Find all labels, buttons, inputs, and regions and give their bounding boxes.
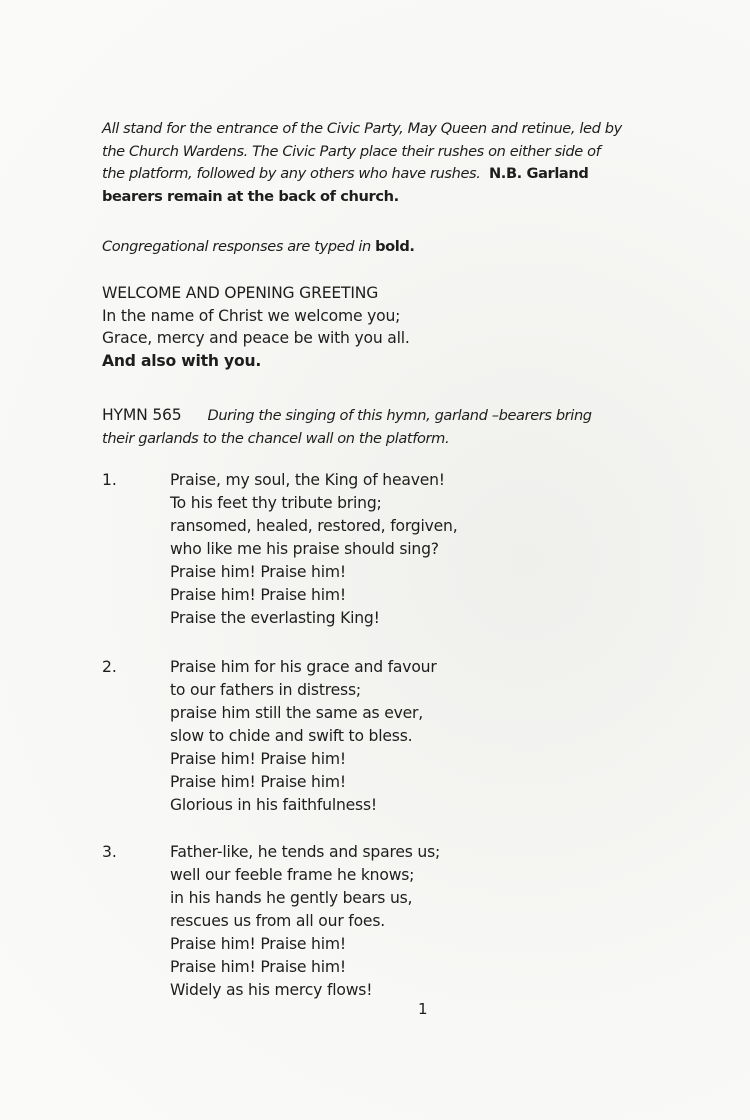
verse-line: ransomed, healed, restored, forgiven,	[170, 517, 458, 535]
verse-line: who like me his praise should sing?	[170, 540, 439, 558]
hymn-header	[102, 404, 662, 450]
verse-line: Widely as his mercy flows!	[170, 981, 373, 999]
bold-word: bold.	[375, 238, 415, 255]
verse-line: To his feet thy tribute bring;	[170, 494, 382, 512]
page-number: 1	[418, 1000, 428, 1018]
welcome-section	[102, 282, 662, 372]
intro-instructions	[102, 118, 662, 208]
intro-text: the platform, followed by any others who have rushes.	[102, 165, 489, 182]
verse-line: Praise him! Praise him!	[170, 563, 346, 581]
hymn-label: HYMN 565	[102, 406, 182, 424]
verse-line: Father-like, he tends and spares us;	[170, 843, 441, 861]
intro-line: All stand for the entrance of the Civic Party, May Queen and retinue, led by	[102, 120, 622, 137]
verse-line: Praise him! Praise him!	[170, 586, 346, 604]
greeting-line: Grace, mercy and peace be with you all.	[102, 329, 410, 347]
verse-line: Praise the everlasting King!	[170, 609, 380, 627]
verse-line: Praise, my soul, the King of heaven!	[170, 471, 445, 489]
verse-line: rescues us from all our foes.	[170, 912, 386, 930]
responses-note	[102, 236, 662, 259]
verse-line: Glorious in his faithfulness!	[170, 796, 377, 814]
section-heading: WELCOME AND OPENING GREETING	[102, 284, 379, 302]
intro-line: the Church Wardens. The Civic Party place their rushes on either side of	[102, 142, 601, 160]
congregation-response: And also with you.	[102, 351, 262, 370]
verse-line: praise him still the same as ever,	[170, 704, 424, 722]
greeting-line: In the name of Christ we welcome you;	[102, 306, 401, 325]
verse-line: Praise him! Praise him!	[170, 750, 346, 768]
verse-line: well our feeble frame he knows;	[170, 866, 415, 884]
hymn-note: During the singing of this hymn, garland –bearers bring	[207, 407, 592, 424]
verse-line: Praise him! Praise him!	[170, 773, 346, 791]
nb-note-continued: bearers remain at the back of church.	[102, 187, 399, 205]
hymn-note: their garlands to the chancel wall on the platform.	[102, 429, 450, 447]
verse-line: Praise him! Praise him!	[170, 935, 346, 953]
responses-note-text: Congregational responses are typed in	[102, 238, 376, 255]
intro-line	[102, 163, 662, 186]
verse-number: 1.	[102, 471, 117, 489]
nb-note: N.B. Garland	[488, 165, 589, 182]
verse-line: Praise him for his grace and favour	[170, 658, 437, 676]
verse-line: in his hands he gently bears us,	[170, 889, 413, 907]
verse-line: to our fathers in distress;	[170, 681, 361, 699]
verse-number: 3.	[102, 843, 117, 861]
verse-number: 2.	[102, 658, 117, 676]
verse-line: Praise him! Praise him!	[170, 958, 346, 976]
verse-line: slow to chide and swift to bless.	[170, 727, 413, 745]
